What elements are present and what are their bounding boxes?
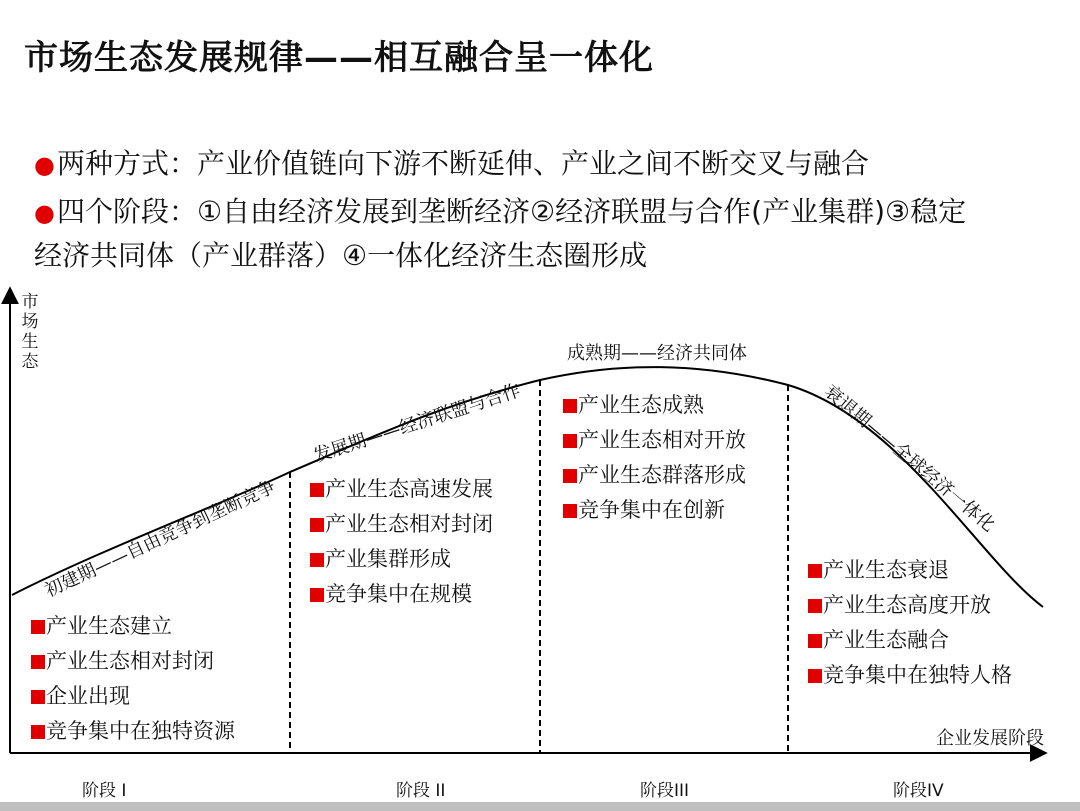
list-item: 产业生态高速发展 [310, 472, 493, 507]
phase-label-1: 初建期——自由竞争到垄断竞争 [41, 476, 279, 602]
stage-name-1: 阶段 I [82, 781, 127, 801]
red-square-icon [310, 518, 324, 532]
phase-label-3: 成熟期——经济共同体 [567, 343, 747, 364]
bullet-stages-text: 四个阶段：①自由经济发展到垄断经济②经济联盟与合作(产业集群)③稳定 [56, 195, 967, 228]
page-title: 市场生态发展规律——相互融合呈一体化 [24, 38, 654, 78]
list-item: 产业生态融合 [808, 623, 1012, 658]
red-square-icon [808, 564, 822, 578]
list-item: 产业生态成熟 [563, 388, 746, 423]
red-square-icon [31, 620, 45, 634]
list-item: 产业生态相对开放 [563, 423, 746, 458]
stage-name-4: 阶段IV [893, 781, 944, 801]
list-item: 竞争集中在规模 [310, 577, 493, 612]
red-square-icon [808, 669, 822, 683]
list-item: 竞争集中在独特资源 [31, 714, 235, 749]
red-square-icon [310, 483, 324, 497]
red-square-icon [31, 725, 45, 739]
list-item: 产业生态相对封闭 [310, 507, 493, 542]
red-square-icon [563, 469, 577, 483]
list-item: 企业出现 [31, 679, 235, 714]
list-item: 产业生态衰退 [808, 553, 1012, 588]
list-item: 竞争集中在独特人格 [808, 658, 1012, 693]
stage-name-2: 阶段 II [396, 781, 446, 801]
list-item: 产业生态群落形成 [563, 458, 746, 493]
list-item: 产业生态建立 [31, 609, 235, 644]
red-square-icon [563, 434, 577, 448]
stage-1-list [31, 609, 235, 749]
list-item: 产业集群形成 [310, 542, 493, 577]
stage-3-list [563, 388, 746, 528]
bottom-bar [0, 802, 1080, 811]
stage-name-3: 阶段III [640, 781, 690, 801]
bullet-methods-text: 两种方式：产业价值链向下游不断延伸、产业之间不断交叉与融合 [56, 147, 869, 180]
list-item: 产业生态相对封闭 [31, 644, 235, 679]
red-square-icon [808, 634, 822, 648]
red-square-icon [808, 599, 822, 613]
phase-label-2: 发展期——经济联盟与合作 [311, 380, 524, 467]
x-axis-label: 企业发展阶段 [936, 728, 1044, 749]
red-square-icon [31, 655, 45, 669]
y-axis-label: 市场生态 [21, 292, 39, 372]
bullet-stages-continued: 经济共同体（产业群落）④一体化经济生态圈形成 [34, 239, 648, 272]
bullet-dot-icon: ● [34, 199, 55, 227]
bullet-dot-icon: ● [34, 151, 55, 179]
red-square-icon [31, 690, 45, 704]
list-item: 产业生态高度开放 [808, 588, 1012, 623]
red-square-icon [563, 504, 577, 518]
red-square-icon [563, 399, 577, 413]
red-square-icon [310, 553, 324, 567]
stage-4-list [808, 553, 1012, 693]
list-item: 竞争集中在创新 [563, 493, 746, 528]
red-square-icon [310, 588, 324, 602]
stage-2-list [310, 472, 493, 612]
phase-label-4: 衰退期——全球经济一体化 [819, 381, 999, 536]
